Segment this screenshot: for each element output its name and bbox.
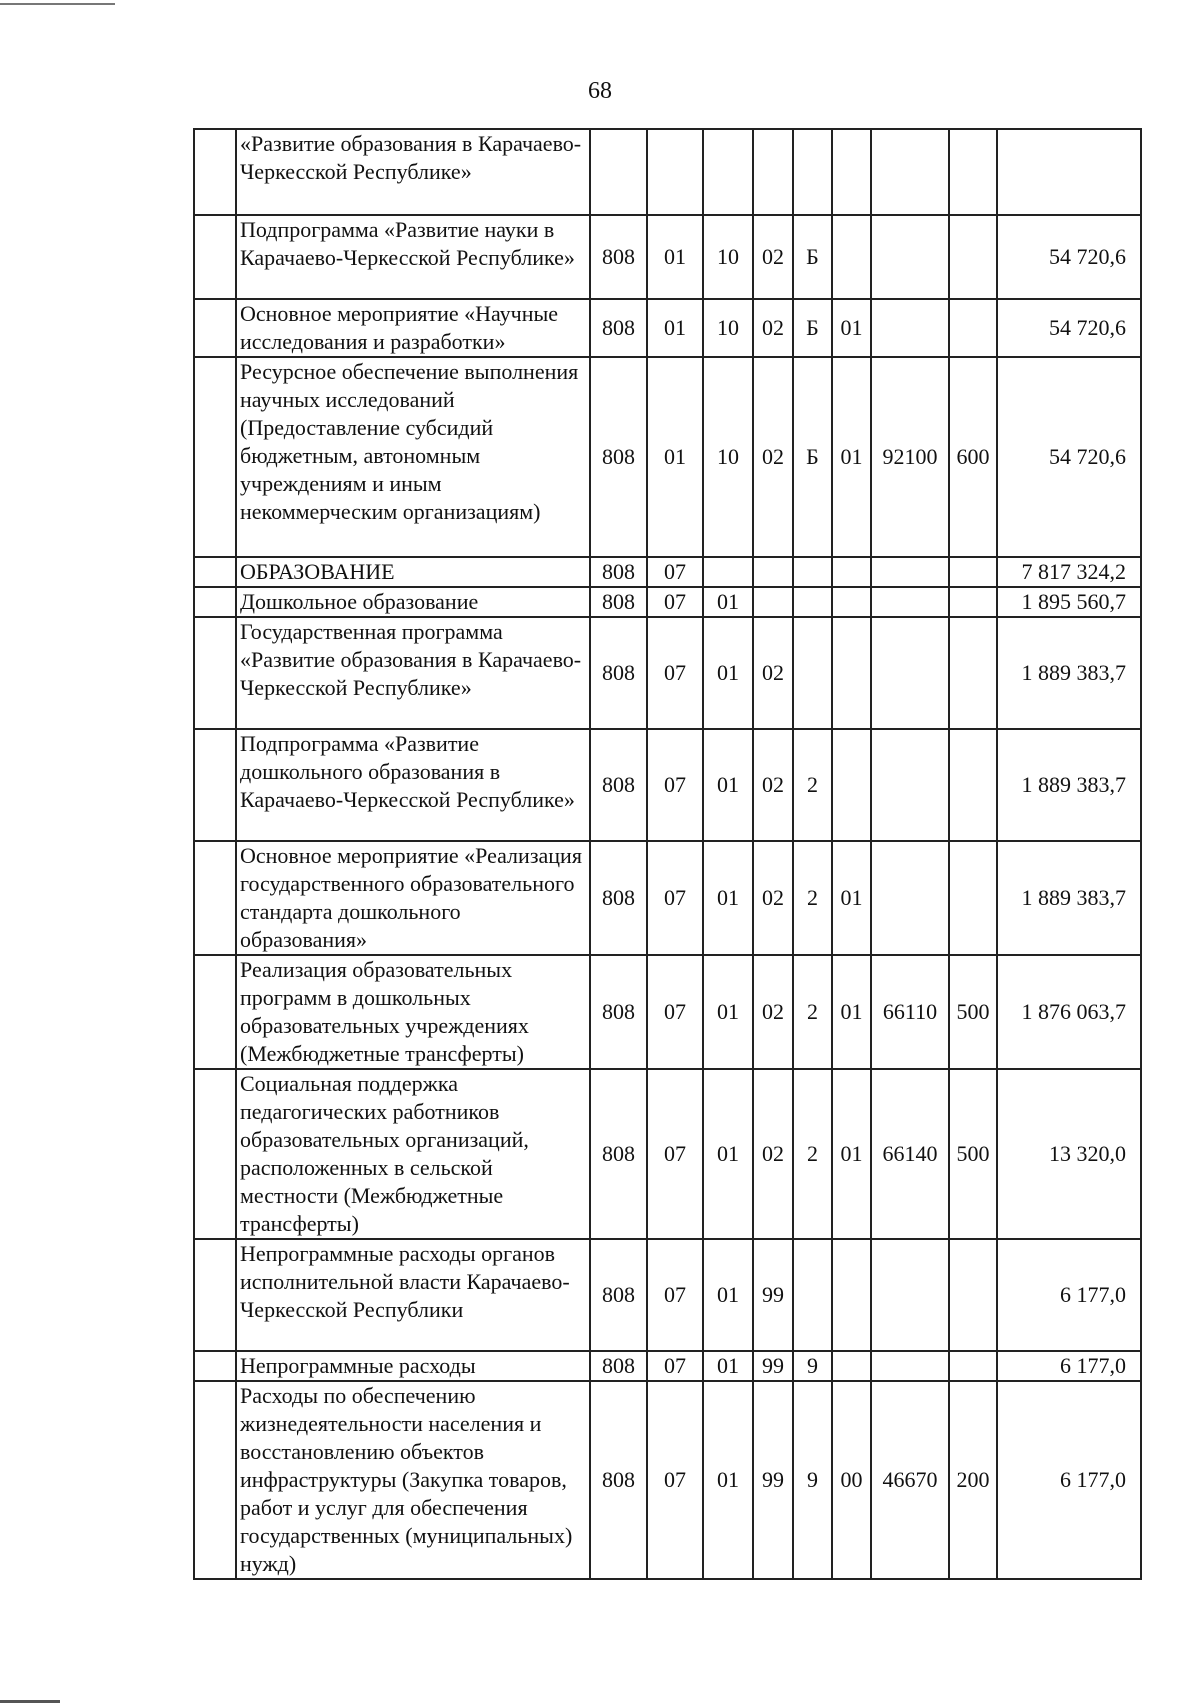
subprogram-cell: 9 — [793, 1381, 832, 1579]
program-cell: 02 — [753, 955, 793, 1069]
table-row — [194, 955, 1141, 1069]
program-cell: 02 — [753, 215, 793, 299]
table-row — [194, 587, 1141, 617]
podrazdel-cell: 01 — [703, 729, 753, 841]
razdel-cell: 07 — [647, 1381, 703, 1579]
main-event-cell — [832, 557, 871, 587]
row-index-cell — [194, 617, 236, 729]
subprogram-cell: 2 — [793, 841, 832, 955]
direction-cell — [871, 215, 949, 299]
program-cell: 02 — [753, 729, 793, 841]
row-index-cell — [194, 357, 236, 557]
row-name-cell: Подпрограмма «Развитие науки в Карачаево-Черкесской Республике» — [236, 215, 590, 299]
vedomstvo-cell: 808 — [590, 215, 647, 299]
vedomstvo-cell: 808 — [590, 299, 647, 357]
direction-cell: 66140 — [871, 1069, 949, 1239]
row-name-cell: Социальная поддержка педагогических работников образовательных организаций, расположенных в сельской местности (Межбюджетные трансферты) — [236, 1069, 590, 1239]
table-row — [194, 841, 1141, 955]
row-index-cell — [194, 1381, 236, 1579]
main-event-cell: 01 — [832, 841, 871, 955]
table-row — [194, 1351, 1141, 1381]
main-event-cell — [832, 729, 871, 841]
amount-cell: 6 177,0 — [997, 1239, 1141, 1351]
amount-cell: 1 889 383,7 — [997, 729, 1141, 841]
subprogram-cell: 2 — [793, 1069, 832, 1239]
razdel-cell: 01 — [647, 357, 703, 557]
row-index-cell — [194, 841, 236, 955]
top-scan-rule — [0, 3, 115, 5]
podrazdel-cell: 01 — [703, 1381, 753, 1579]
row-name-cell: Ресурсное обеспечение выполнения научных исследований (Предоставление субсидий бюджетным, автономным учреждениям и иным некоммерческим организациям) — [236, 357, 590, 557]
amount-cell: 54 720,6 — [997, 357, 1141, 557]
subprogram-cell: Б — [793, 215, 832, 299]
podrazdel-cell: 01 — [703, 587, 753, 617]
direction-cell — [871, 729, 949, 841]
direction-cell: 92100 — [871, 357, 949, 557]
row-name-cell: «Развитие образования в Карачаево-Черкесской Республике» — [236, 129, 590, 215]
program-cell: 99 — [753, 1239, 793, 1351]
subprogram-cell — [793, 129, 832, 215]
main-event-cell: 01 — [832, 955, 871, 1069]
podrazdel-cell: 10 — [703, 215, 753, 299]
direction-cell — [871, 1239, 949, 1351]
direction-cell — [871, 841, 949, 955]
razdel-cell: 01 — [647, 299, 703, 357]
program-cell — [753, 557, 793, 587]
vedomstvo-cell: 808 — [590, 357, 647, 557]
table-row — [194, 729, 1141, 841]
expense-type-cell — [949, 299, 997, 357]
program-cell: 99 — [753, 1351, 793, 1381]
program-cell — [753, 129, 793, 215]
main-event-cell — [832, 215, 871, 299]
table-row — [194, 617, 1141, 729]
row-index-cell — [194, 557, 236, 587]
subprogram-cell: Б — [793, 299, 832, 357]
row-name-cell: Расходы по обеспечению жизнедеятельности населения и восстановлению объектов инфраструктуры (Закупка товаров, работ и услуг для обеспечения государственных (муниципальных) нужд) — [236, 1381, 590, 1579]
expense-type-cell: 200 — [949, 1381, 997, 1579]
row-index-cell — [194, 955, 236, 1069]
amount-cell: 13 320,0 — [997, 1069, 1141, 1239]
program-cell: 02 — [753, 617, 793, 729]
expense-type-cell — [949, 557, 997, 587]
podrazdel-cell: 01 — [703, 841, 753, 955]
expense-type-cell — [949, 1351, 997, 1381]
vedomstvo-cell: 808 — [590, 1381, 647, 1579]
row-name-cell: ОБРАЗОВАНИЕ — [236, 557, 590, 587]
vedomstvo-cell: 808 — [590, 587, 647, 617]
podrazdel-cell: 10 — [703, 357, 753, 557]
podrazdel-cell — [703, 557, 753, 587]
program-cell: 02 — [753, 357, 793, 557]
razdel-cell: 07 — [647, 1239, 703, 1351]
program-cell — [753, 587, 793, 617]
bottom-scan-rule — [0, 1700, 60, 1703]
subprogram-cell — [793, 1239, 832, 1351]
row-index-cell — [194, 215, 236, 299]
subprogram-cell: 2 — [793, 729, 832, 841]
program-cell: 02 — [753, 299, 793, 357]
row-name-cell: Непрограммные расходы — [236, 1351, 590, 1381]
expense-type-cell — [949, 841, 997, 955]
main-event-cell — [832, 587, 871, 617]
row-index-cell — [194, 1351, 236, 1381]
direction-cell — [871, 617, 949, 729]
subprogram-cell: Б — [793, 357, 832, 557]
amount-cell: 6 177,0 — [997, 1381, 1141, 1579]
main-event-cell — [832, 129, 871, 215]
podrazdel-cell — [703, 129, 753, 215]
razdel-cell: 07 — [647, 729, 703, 841]
subprogram-cell — [793, 617, 832, 729]
amount-cell: 54 720,6 — [997, 215, 1141, 299]
row-name-cell: Государственная программа «Развитие образования в Карачаево-Черкесской Республике» — [236, 617, 590, 729]
main-event-cell — [832, 617, 871, 729]
vedomstvo-cell: 808 — [590, 557, 647, 587]
vedomstvo-cell: 808 — [590, 841, 647, 955]
razdel-cell: 07 — [647, 557, 703, 587]
expense-type-cell — [949, 729, 997, 841]
budget-table — [193, 128, 1142, 1580]
razdel-cell: 07 — [647, 587, 703, 617]
page-number: 68 — [588, 78, 612, 104]
vedomstvo-cell: 808 — [590, 729, 647, 841]
row-index-cell — [194, 729, 236, 841]
podrazdel-cell: 01 — [703, 955, 753, 1069]
main-event-cell: 01 — [832, 1069, 871, 1239]
subprogram-cell: 2 — [793, 955, 832, 1069]
amount-cell: 7 817 324,2 — [997, 557, 1141, 587]
razdel-cell: 07 — [647, 1069, 703, 1239]
amount-cell: 6 177,0 — [997, 1351, 1141, 1381]
row-name-cell: Основное мероприятие «Научные исследования и разработки» — [236, 299, 590, 357]
table-row — [194, 357, 1141, 557]
razdel-cell — [647, 129, 703, 215]
direction-cell — [871, 299, 949, 357]
vedomstvo-cell: 808 — [590, 955, 647, 1069]
main-event-cell: 01 — [832, 299, 871, 357]
vedomstvo-cell: 808 — [590, 1351, 647, 1381]
podrazdel-cell: 10 — [703, 299, 753, 357]
expense-type-cell — [949, 617, 997, 729]
direction-cell: 46670 — [871, 1381, 949, 1579]
podrazdel-cell: 01 — [703, 1351, 753, 1381]
amount-cell: 54 720,6 — [997, 299, 1141, 357]
expense-type-cell — [949, 129, 997, 215]
expense-type-cell — [949, 1239, 997, 1351]
row-index-cell — [194, 1069, 236, 1239]
razdel-cell: 07 — [647, 617, 703, 729]
row-index-cell — [194, 587, 236, 617]
table-row — [194, 215, 1141, 299]
program-cell: 02 — [753, 841, 793, 955]
row-index-cell — [194, 299, 236, 357]
podrazdel-cell: 01 — [703, 617, 753, 729]
table-row — [194, 1239, 1141, 1351]
row-name-cell: Дошкольное образование — [236, 587, 590, 617]
main-event-cell: 00 — [832, 1381, 871, 1579]
table-row — [194, 299, 1141, 357]
razdel-cell: 07 — [647, 955, 703, 1069]
razdel-cell: 07 — [647, 841, 703, 955]
program-cell: 02 — [753, 1069, 793, 1239]
subprogram-cell: 9 — [793, 1351, 832, 1381]
table-row — [194, 1381, 1141, 1579]
row-index-cell — [194, 129, 236, 215]
razdel-cell: 01 — [647, 215, 703, 299]
amount-cell: 1 889 383,7 — [997, 617, 1141, 729]
razdel-cell: 07 — [647, 1351, 703, 1381]
direction-cell — [871, 587, 949, 617]
subprogram-cell — [793, 557, 832, 587]
table-row — [194, 557, 1141, 587]
expense-type-cell: 500 — [949, 955, 997, 1069]
direction-cell — [871, 1351, 949, 1381]
row-name-cell: Реализация образовательных программ в дошкольных образовательных учреждениях (Межбюджетные трансферты) — [236, 955, 590, 1069]
table-row — [194, 1069, 1141, 1239]
program-cell: 99 — [753, 1381, 793, 1579]
main-event-cell — [832, 1351, 871, 1381]
vedomstvo-cell: 808 — [590, 1239, 647, 1351]
vedomstvo-cell: 808 — [590, 1069, 647, 1239]
amount-cell: 1 889 383,7 — [997, 841, 1141, 955]
expense-type-cell: 600 — [949, 357, 997, 557]
vedomstvo-cell: 808 — [590, 617, 647, 729]
amount-cell: 1 895 560,7 — [997, 587, 1141, 617]
expense-type-cell — [949, 215, 997, 299]
expense-type-cell: 500 — [949, 1069, 997, 1239]
row-name-cell: Основное мероприятие «Реализация государственного образовательного стандарта дошкольного образования» — [236, 841, 590, 955]
subprogram-cell — [793, 587, 832, 617]
amount-cell: 1 876 063,7 — [997, 955, 1141, 1069]
podrazdel-cell: 01 — [703, 1239, 753, 1351]
vedomstvo-cell — [590, 129, 647, 215]
main-event-cell: 01 — [832, 357, 871, 557]
podrazdel-cell: 01 — [703, 1069, 753, 1239]
main-event-cell — [832, 1239, 871, 1351]
row-index-cell — [194, 1239, 236, 1351]
direction-cell — [871, 557, 949, 587]
direction-cell — [871, 129, 949, 215]
expense-type-cell — [949, 587, 997, 617]
row-name-cell: Непрограммные расходы органов исполнительной власти Карачаево-Черкесской Республики — [236, 1239, 590, 1351]
amount-cell — [997, 129, 1141, 215]
table-row — [194, 129, 1141, 215]
direction-cell: 66110 — [871, 955, 949, 1069]
row-name-cell: Подпрограмма «Развитие дошкольного образования в Карачаево-Черкесской Республике» — [236, 729, 590, 841]
